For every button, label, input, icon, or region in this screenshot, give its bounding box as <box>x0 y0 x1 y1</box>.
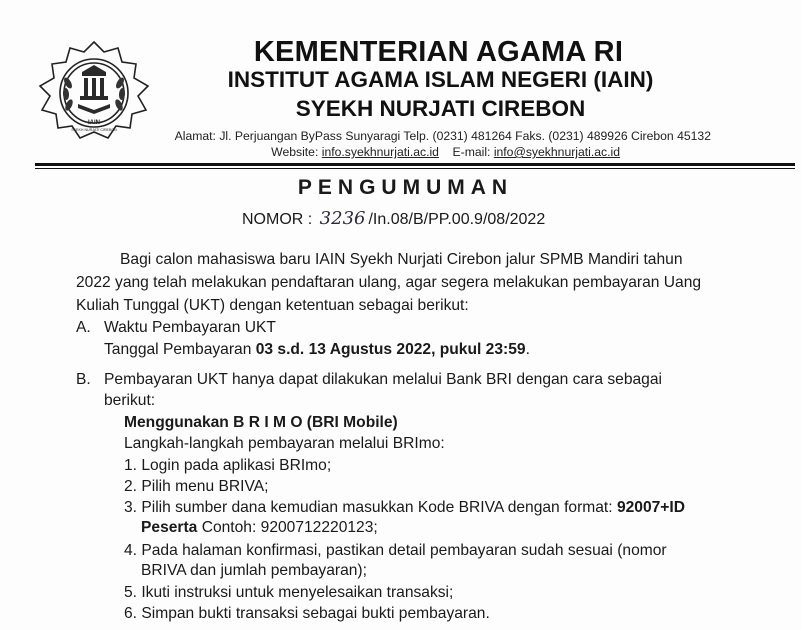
step-3-text: 3. Pilih sumber dana kemudian masukkan Kode BRIVA dengan format: <box>124 499 617 516</box>
section-b-line-1: Pembayaran UKT hanya dapat dilakukan melalui Bank BRI dengan cara sebagai <box>104 371 662 388</box>
intro-line-2: 2022 yang telah melakukan pendaftaran ulang, agar segera melakukan pembayaran Uang <box>76 274 702 291</box>
logo-text-top: IAIN <box>88 120 100 126</box>
website-link[interactable]: info.syekhnurjati.ac.id <box>321 145 439 159</box>
step-3-example: Contoh: 9200712220123; <box>197 519 378 536</box>
section-a-date <box>104 339 530 361</box>
header-rule-thick <box>35 163 795 166</box>
header-ministry: KEMENTERIAN AGAMA RI <box>253 36 624 68</box>
step-4-cont: BRIVA dan jumlah pembayaran); <box>141 562 367 579</box>
step-3-cont <box>141 517 378 539</box>
step-3 <box>124 497 685 519</box>
email-label: E-mail: <box>452 145 491 159</box>
date-end: . <box>525 341 530 358</box>
logo-text-bottom: SYEKH NURJATI CIREBON <box>71 128 117 132</box>
step-3-peserta: Peserta <box>141 519 198 536</box>
intro-line-1: Bagi calon mahasiswa baru IAIN Syekh Nurjati Cirebon jalur SPMB Mandiri tahun <box>120 251 683 268</box>
nomor-handwritten: 3236 <box>319 208 366 229</box>
step-4: 4. Pada halaman konfirmasi, pastikan detail pembayaran sudah sesuai (nomor <box>124 542 667 559</box>
header-institute: INSTITUT AGAMA ISLAM NEGERI (IAIN) <box>227 67 654 92</box>
nomor-suffix: /In.08/B/PP.00.9/08/2022 <box>368 211 546 228</box>
document-title: PENGUMUMAN <box>297 176 514 199</box>
method-title: Menggunakan B R I M O (BRI Mobile) <box>124 414 398 431</box>
document-number <box>242 208 545 229</box>
header-rule-thin <box>35 168 795 169</box>
step-6: 6. Simpan bukti transaksi sebagai bukti pembayaran. <box>124 605 490 622</box>
date-value: 03 s.d. 13 Agustus 2022, pukul 23:59 <box>255 341 526 358</box>
step-5: 5. Ikuti instruksi untuk menyelesaikan transaksi; <box>124 584 454 601</box>
section-a-title: Waktu Pembayaran UKT <box>104 319 276 336</box>
date-label: Tanggal Pembayaran <box>104 341 252 358</box>
header-address: Alamat: Jl. Perjuangan ByPass Sunyaragi Telp. (0231) 481264 Faks. (0231) 489926 Cirebon 45132 <box>174 129 711 143</box>
header-contacts <box>160 145 620 159</box>
step-2: 2. Pilih menu BRIVA; <box>124 478 269 495</box>
section-b-line-2: berikut: <box>104 392 156 409</box>
section-b-marker: B. <box>76 371 91 388</box>
intro-line-3: Kuliah Tunggal (UKT) dengan ketentuan sebagai berikut: <box>76 297 469 314</box>
section-a-marker: A. <box>76 319 91 336</box>
steps-intro: Langkah-langkah pembayaran melalui BRImo: <box>124 435 445 452</box>
website-label: Website: <box>271 145 319 159</box>
email-link[interactable]: info@syekhnurjati.ac.id <box>493 145 620 159</box>
header-campus-name: SYEKH NURJATI CIREBON <box>295 96 586 121</box>
step-1: 1. Login pada aplikasi BRImo; <box>124 457 332 474</box>
nomor-label: NOMOR : <box>242 211 313 228</box>
step-3-code: 92007+ID <box>616 499 686 516</box>
